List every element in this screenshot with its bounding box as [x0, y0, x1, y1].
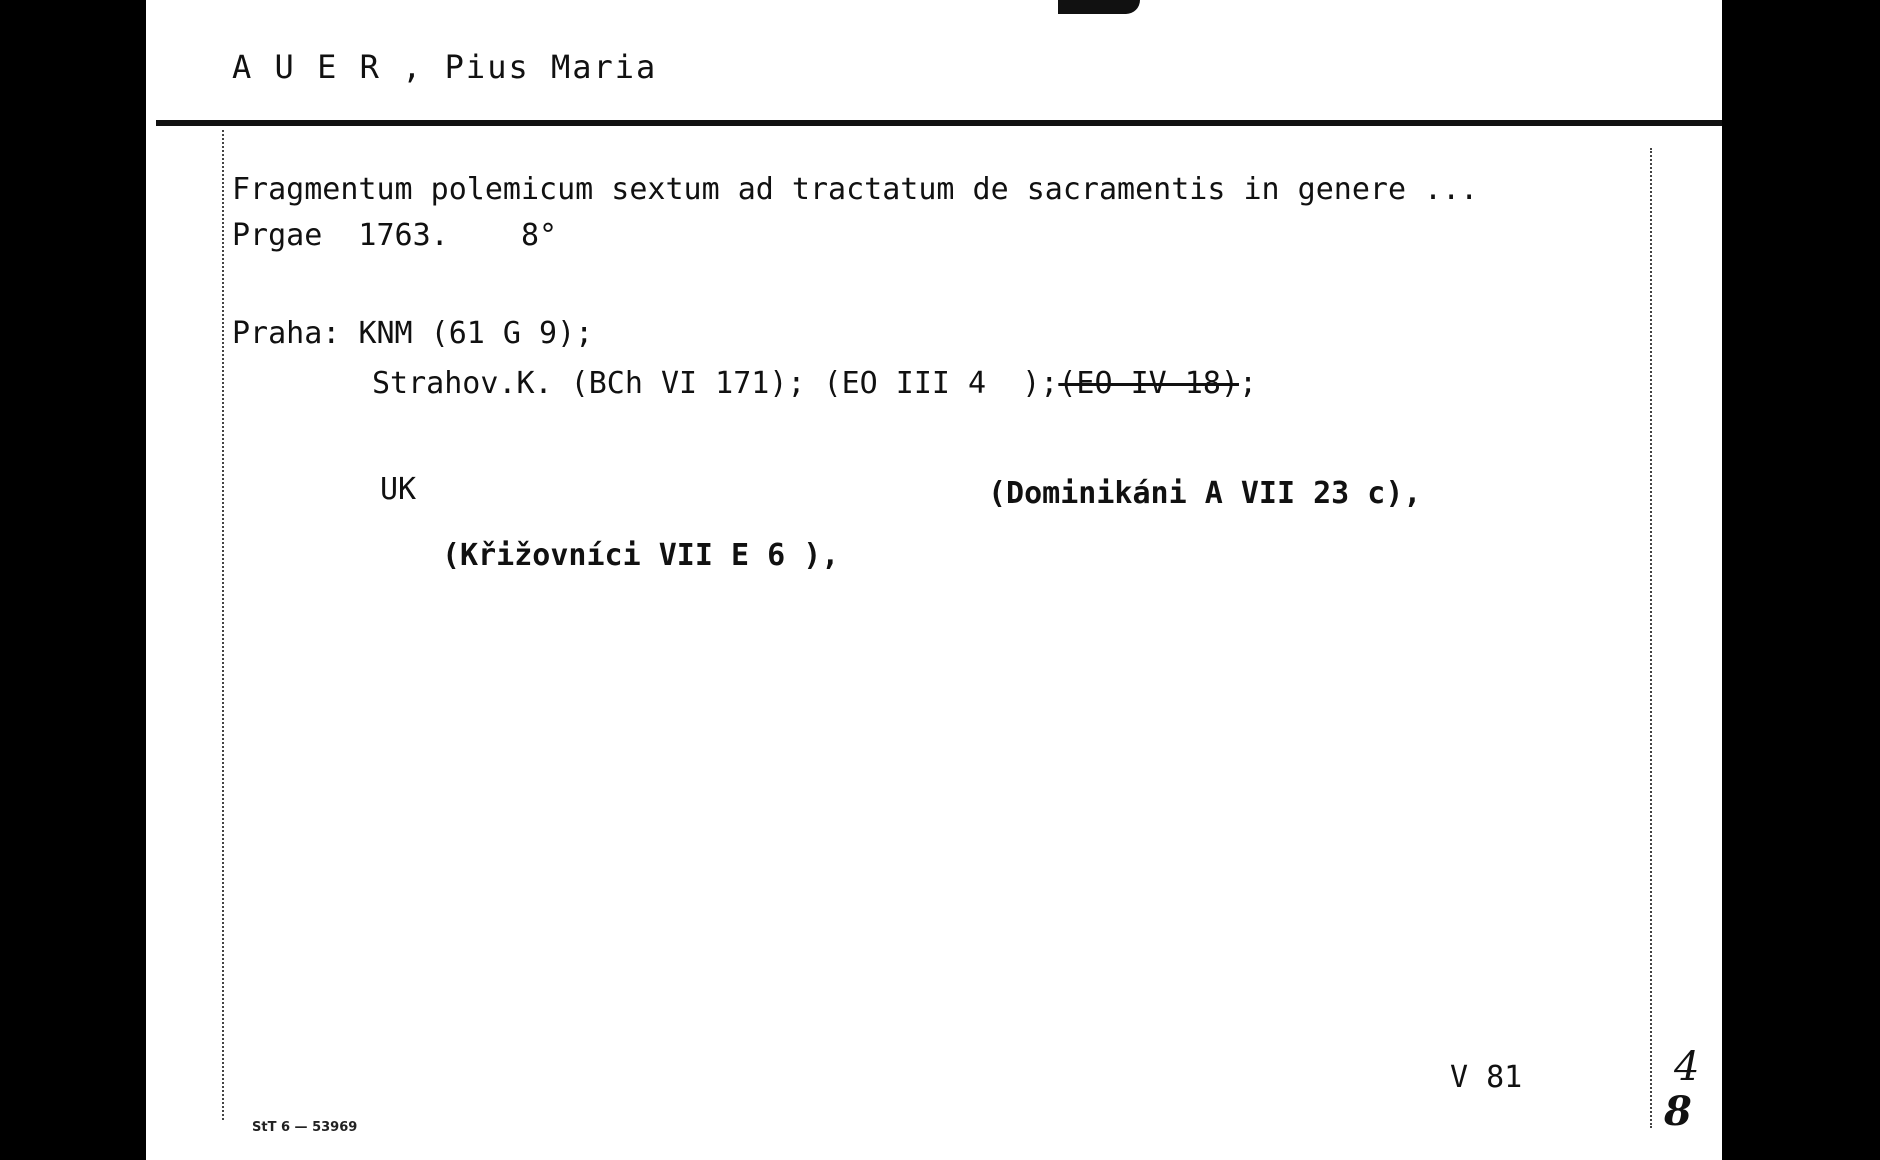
- dominikani-holding: (Dominikáni A VII 23 c),: [988, 476, 1422, 511]
- printer-mark: StT 6 — 53969: [252, 1120, 358, 1135]
- right-margin-line: [1650, 148, 1652, 1128]
- heading-rule: [156, 120, 1722, 126]
- handwritten-number: 4: [1674, 1044, 1700, 1090]
- work-title: Fragmentum polemicum sextum ad tractatum de sacramentis in genere ...: [232, 172, 1479, 207]
- ink-blot: [1058, 0, 1140, 14]
- krizovnici-holding: (Křižovníci VII E 6 ),: [442, 538, 840, 573]
- strahov-end: ;: [1238, 366, 1258, 401]
- uk-label: UK: [380, 472, 417, 507]
- left-margin-line: [222, 130, 224, 1120]
- praha-label: Praha:: [232, 316, 341, 351]
- shelfmark: V 81: [1450, 1060, 1523, 1095]
- author-heading: A U E R , Pius Maria: [232, 48, 658, 86]
- catalog-card: [146, 0, 1722, 1160]
- holdings-praha: [232, 316, 593, 351]
- knm-holding: KNM (61 G 9);: [358, 316, 594, 351]
- holdings-strahov: [372, 366, 1257, 401]
- strahov-holding: Strahov.K. (BCh VI 171); (EO III 4 );: [372, 366, 1059, 401]
- struck-holding: (EO IV 18): [1058, 366, 1239, 401]
- imprint: Prgae 1763. 8°: [232, 218, 558, 253]
- handwritten-number-2: 8: [1664, 1088, 1692, 1135]
